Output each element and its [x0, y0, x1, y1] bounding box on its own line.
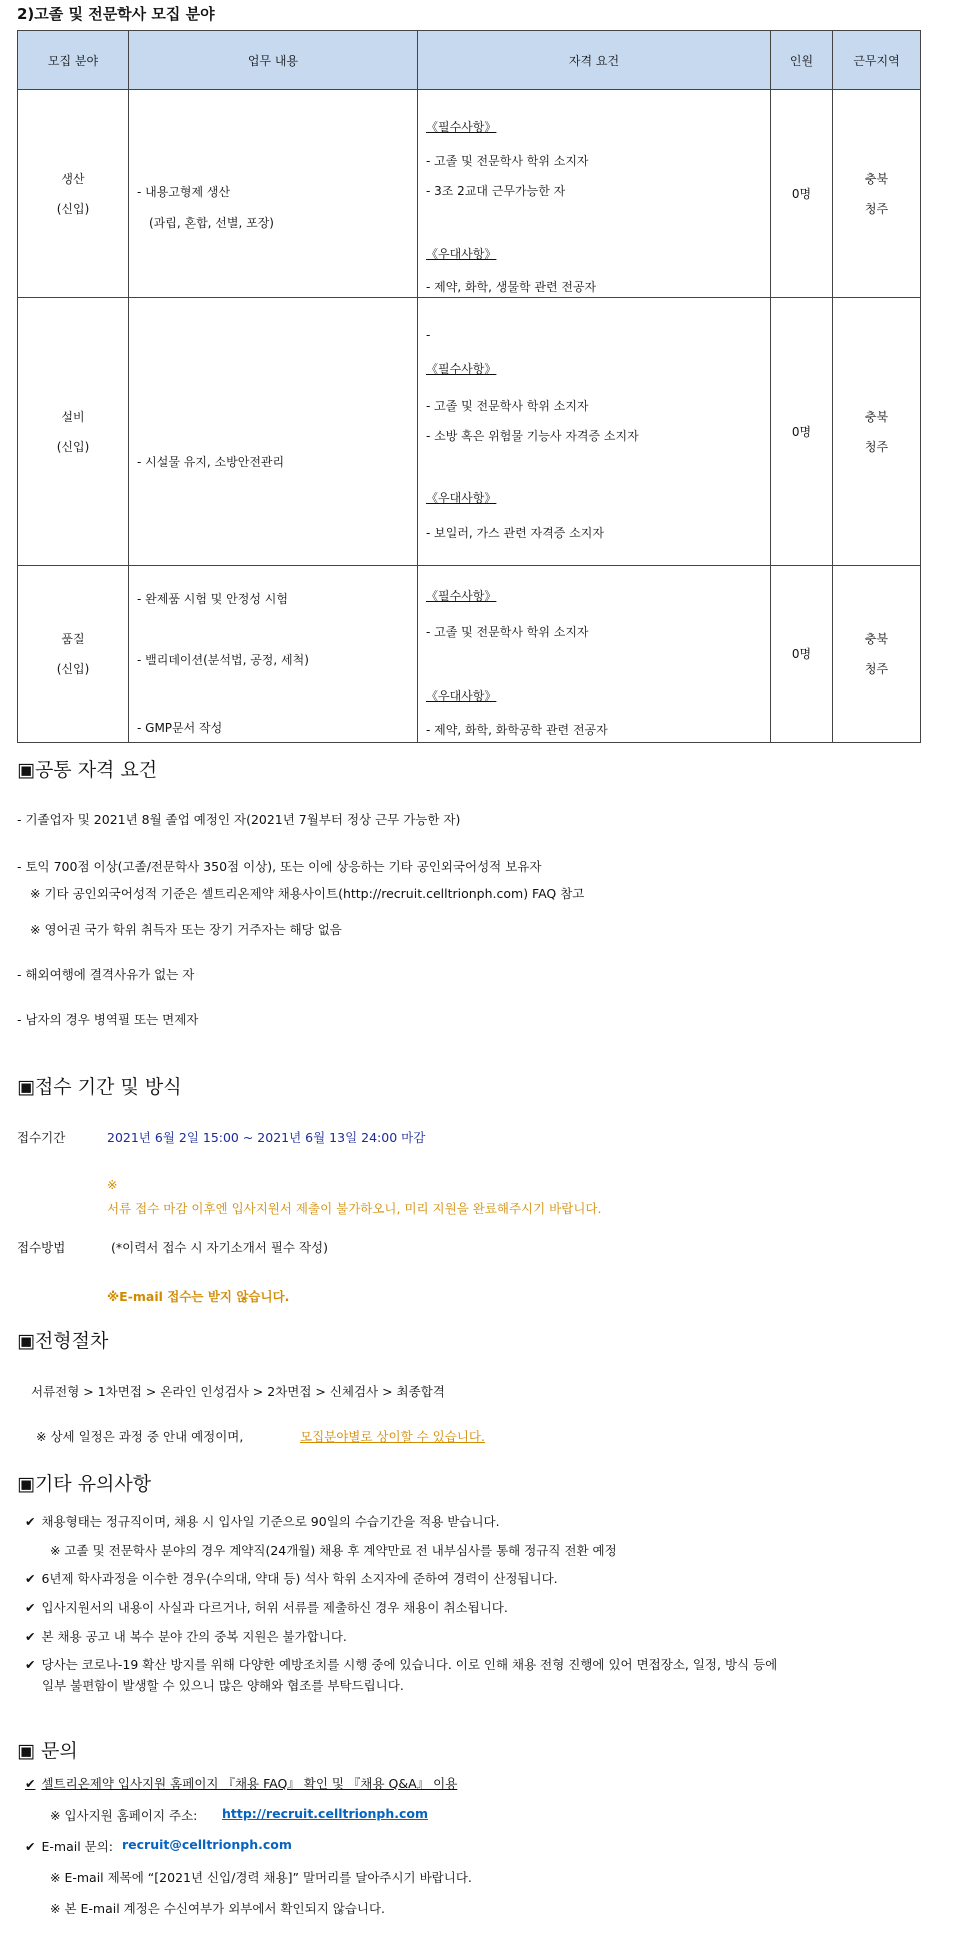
email-note: ※ 본 E-mail 계정은 수신여부가 외부에서 확인되지 않습니다.	[50, 1901, 386, 1916]
count-cell: 0명	[771, 566, 833, 743]
requirements-cell: - 《필수사항》 - 고졸 및 전문학사 학위 소지자 - 소방 혹은 위험물 기능사 자격증 소지자 《우대사항》 - 보일러, 가스 관련 자격증 소지자	[418, 298, 771, 566]
field-cell: 생산 (신입)	[18, 90, 129, 298]
note-item: ✔ 본 채용 공고 내 복수 분야 간의 중복 지원은 불가합니다.	[25, 1627, 347, 1645]
table-row	[18, 566, 921, 743]
common-item: - 남자의 경우 병역필 또는 면제자	[17, 1012, 199, 1027]
field-cell: 품질 (신입)	[18, 566, 129, 743]
common-subnote: ※ 영어권 국가 학위 취득자 또는 장기 거주자는 해당 없음	[30, 922, 342, 937]
header-requirements: 자격 요건	[418, 31, 771, 90]
note-item: ✔ 채용형태는 정규직이며, 채용 시 입사일 기준으로 90일의 수습기간을 적용 받습니다.	[25, 1512, 500, 1530]
requirements-cell: 《필수사항》 - 고졸 및 전문학사 학위 소지자 《우대사항》 - 제약, 화학, 화학공학 관련 전공자	[418, 566, 771, 743]
location-cell: 충북 청주	[833, 298, 921, 566]
notes-title: ▣기타 유의사항	[17, 1473, 152, 1495]
count-cell: 0명	[771, 90, 833, 298]
common-item: - 해외여행에 결격사유가 없는 자	[17, 967, 195, 982]
note-mark: ※	[107, 1177, 118, 1192]
count-cell: 0명	[771, 298, 833, 566]
location-cell: 충북 청주	[833, 566, 921, 743]
duties-cell: - 시설물 유지, 소방안전관리	[129, 298, 418, 566]
note-item-continued: 일부 불편함이 발생할 수 있으니 많은 양해와 협조를 부탁드립니다.	[42, 1678, 404, 1693]
note-item: ✔ 6년제 학사과정을 이수한 경우(수의대, 약대 등) 석사 학위 소지자에 준하여 경력이 산정됩니다.	[25, 1569, 558, 1587]
header-duties: 업무 내용	[129, 31, 418, 90]
process-note-highlight: 모집분야별로 상이할 수 있습니다.	[300, 1429, 485, 1444]
email-link[interactable]: recruit@celltrionph.com	[122, 1837, 292, 1852]
header-location: 근무지역	[833, 31, 921, 90]
note-item: ✔ 입사지원서의 내용이 사실과 다르거나, 허위 서류를 제출하신 경우 채용이 취소됩니다.	[25, 1598, 508, 1616]
method-value: (*이력서 접수 시 자기소개서 필수 작성)	[111, 1240, 328, 1255]
process-title: ▣전형절차	[17, 1330, 109, 1352]
period-value: 2021년 6월 2일 15:00 ~ 2021년 6월 13일 24:00 마감	[107, 1130, 426, 1145]
table-header-row	[18, 31, 921, 90]
section-title: 2)고졸 및 전문학사 모집 분야	[17, 5, 215, 23]
homepage-label: ※ 입사지원 홈페이지 주소:	[50, 1808, 198, 1823]
header-field: 모집 분야	[18, 31, 129, 90]
apply-title: ▣접수 기간 및 방식	[17, 1076, 182, 1098]
email-note: ※ E-mail 제목에 “[2021년 신입/경력 채용]” 말머리를 달아주시기 바랍니다.	[50, 1870, 472, 1885]
table-row	[18, 298, 921, 566]
process-note: ※ 상세 일정은 과정 중 안내 예정이며,	[36, 1429, 244, 1444]
period-label: 접수기간	[17, 1130, 66, 1145]
duties-cell: - 완제품 시험 및 안정성 시험 - 밸리데이션(분석법, 공정, 세척) - GMP문서 작성	[129, 566, 418, 743]
process-steps: 서류전형 > 1차면접 > 온라인 인성검사 > 2차면접 > 신체검사 > 최종합격	[31, 1384, 445, 1399]
note-subitem: ※ 고졸 및 전문학사 분야의 경우 계약직(24개월) 채용 후 계약만료 전 내부심사를 통해 정규직 전환 예정	[50, 1543, 617, 1558]
contact-title: ▣ 문의	[17, 1740, 78, 1762]
table-row	[18, 90, 921, 298]
duties-cell: - 내용고형제 생산 (과립, 혼합, 선별, 포장)	[129, 90, 418, 298]
common-item: - 기졸업자 및 2021년 8월 졸업 예정인 자(2021년 7월부터 정상 근무 가능한 자)	[17, 812, 461, 827]
common-subnote: ※ 기타 공인외국어성적 기준은 셀트리온제약 채용사이트(http://recruit.celltrionph.com) FAQ 참고	[30, 886, 585, 901]
homepage-link[interactable]: http://recruit.celltrionph.com	[222, 1806, 429, 1821]
note-item: ✔ 당사는 코로나-19 확산 방지를 위해 다양한 예방조치를 시행 중에 있습니다. 이로 인해 채용 전형 진행에 있어 면접장소, 일정, 방식 등에	[25, 1655, 777, 1673]
common-item: - 토익 700점 이상(고졸/전문학사 350점 이상), 또는 이에 상응하는 기타 공인외국어성적 보유자	[17, 859, 542, 874]
location-cell: 충북 청주	[833, 90, 921, 298]
field-cell: 설비 (신입)	[18, 298, 129, 566]
common-requirements-title: ▣공통 자격 요건	[17, 759, 158, 781]
contact-item-faq: ✔ 셀트리온제약 입사지원 홈페이지 『채용 FAQ』 확인 및 『채용 Q&A』 이용	[25, 1774, 457, 1792]
deadline-note: 서류 접수 마감 이후엔 입사지원서 제출이 불가하오니, 미리 지원을 완료해주시기 바랍니다.	[107, 1201, 602, 1216]
method-label: 접수방법	[17, 1240, 66, 1255]
email-not-accepted-note: ※E-mail 접수는 받지 않습니다.	[107, 1289, 290, 1304]
email-label: ✔ E-mail 문의:	[25, 1837, 113, 1855]
header-count: 인원	[771, 31, 833, 90]
requirements-cell: 《필수사항》 - 고졸 및 전문학사 학위 소지자 - 3조 2교대 근무가능한 자 《우대사항》 - 제약, 화학, 생물학 관련 전공자	[418, 90, 771, 298]
recruitment-table	[17, 30, 921, 743]
